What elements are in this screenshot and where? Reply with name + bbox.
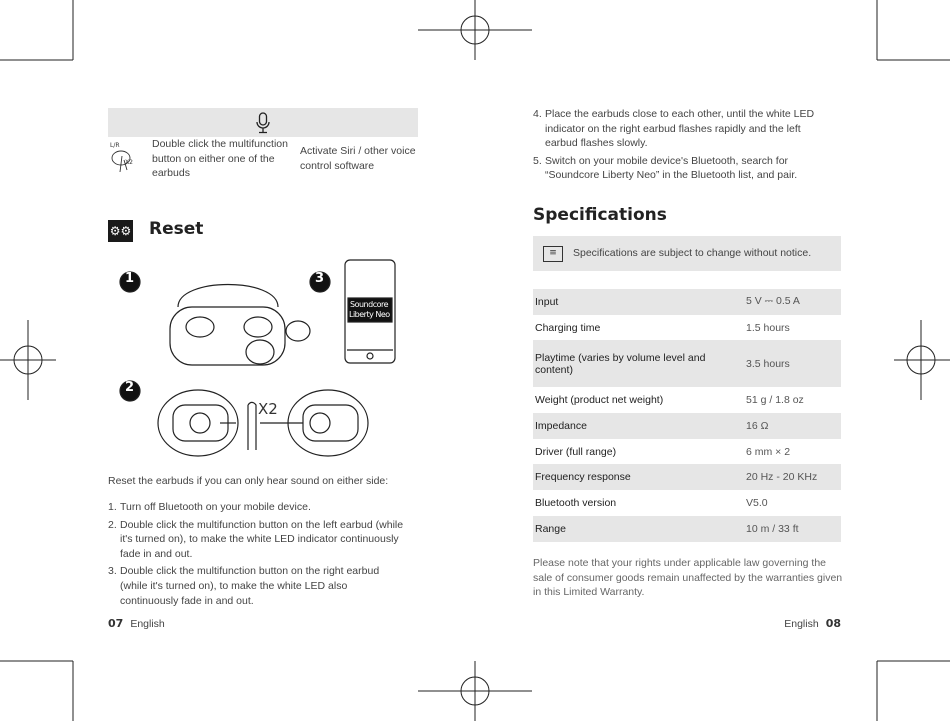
step-2-marker: 2	[125, 380, 135, 395]
pairing-steps	[533, 107, 833, 186]
table-row: Driver (full range) 6 mm × 2	[535, 445, 791, 458]
double-click-gesture-icon	[109, 142, 137, 176]
step-3-marker: 3	[315, 271, 325, 286]
table-row: Weight (product net weight) 51 g / 1.8 oz	[535, 394, 804, 407]
microphone-icon	[255, 112, 271, 134]
gears-icon: ⚙⚙	[108, 220, 133, 242]
reset-intro: Reset the earbuds if you can only hear sound on either side:	[108, 475, 389, 487]
spec-notice	[533, 236, 841, 271]
specs-table	[533, 289, 841, 542]
table-row: Charging time 1.5 hours	[535, 321, 790, 334]
phone-label-brand: Soundcore	[350, 300, 389, 309]
specifications-heading: Specifications	[533, 205, 667, 225]
table-row: Playtime (varies by volume level and content) 3.5 hours	[533, 340, 841, 387]
list-item: 3. Double click the multifunction button on the right earbud (while it's turned on), to make the white LED also continuously fade in and out.	[108, 565, 380, 607]
tap-count-label: X2	[258, 400, 278, 418]
reset-illustration	[108, 255, 418, 465]
table-row: Range 10 m / 33 ft	[533, 516, 841, 542]
reset-steps	[108, 500, 408, 611]
phone-label-model: Liberty Neo	[349, 310, 390, 319]
siri-result-text: Activate Siri / other voice control software	[300, 145, 416, 172]
list-item: 1. Turn off Bluetooth on your mobile device.	[108, 501, 311, 513]
note-icon: ≡	[543, 246, 563, 262]
siri-action-text: Double click the multifunction button on either one of the earbuds	[152, 138, 288, 180]
table-row: Bluetooth version V5.0	[535, 496, 768, 509]
table-row: Input 5 V ⎓ 0.5 A	[533, 289, 841, 315]
gesture-side-label: L/R	[110, 142, 120, 149]
left-footer: 07 English	[108, 617, 165, 630]
list-item: 5. Switch on your mobile device's Bluetooth, search for “Soundcore Liberty Neo” in the Bluetooth list, and pair.	[533, 154, 798, 182]
right-footer: English 08	[784, 617, 841, 630]
step-1-marker: 1	[125, 271, 135, 286]
voice-header-bar	[108, 108, 418, 137]
reset-heading: Reset	[149, 219, 204, 239]
table-row: Impedance 16 Ω	[533, 413, 841, 439]
gesture-count-label: X2	[125, 159, 133, 166]
notice-text: Specifications are subject to change without notice.	[573, 247, 812, 260]
list-item: 4. Place the earbuds close to each other, until the white LED indicator on the right earbud flashes rapidly and the left earbud flashes slowly.	[533, 108, 815, 150]
warranty-note: Please note that your rights under applicable law governing the sale of consumer goods remain unaffected by the warranties given in this Limited Warranty.	[533, 557, 843, 599]
list-item: 2. Double click the multifunction button on the left earbud (while it's turned on), to make the white LED indicator continuously fade in and out.	[108, 518, 404, 560]
table-row: Frequency response 20 Hz - 20 KHz	[533, 464, 841, 490]
